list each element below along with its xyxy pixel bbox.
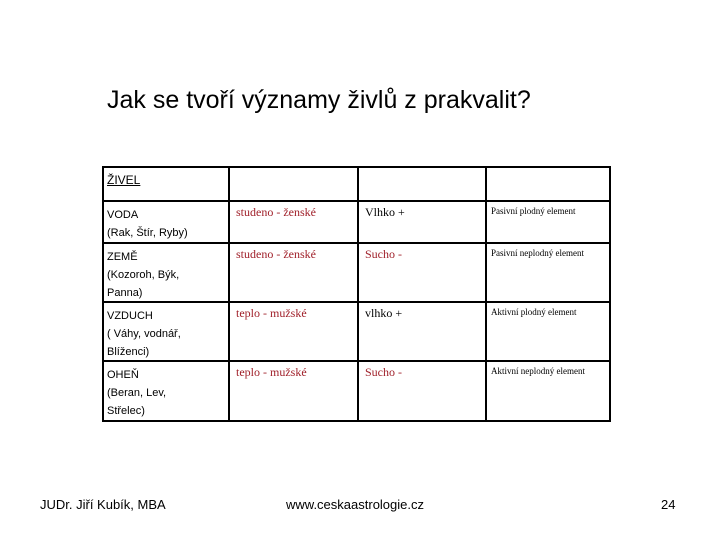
footer-website: www.ceskaastrologie.cz [286,497,424,512]
moisture-cell [358,302,486,361]
element-name: VODA (Rak, Štír, Ryby) [107,209,188,239]
header-cell-empty [358,167,486,201]
table-row [103,201,610,243]
temperature-value: studeno - ženské [236,205,316,219]
table-row [103,243,610,302]
element-name: ZEMĚ (Kozoroh, Býk, Panna) [107,251,180,299]
header-cell-empty [486,167,610,201]
moisture-value: vlhko + [365,306,403,320]
temperature-cell [229,201,358,243]
moisture-value: Sucho - [365,247,402,261]
description-value: Pasivní neplodný element [491,248,584,258]
temperature-value: teplo - mužské [236,365,307,379]
moisture-cell [358,361,486,421]
table-row [103,302,610,361]
element-cell [103,361,229,421]
description-cell [486,201,610,243]
elements-table [102,166,611,422]
description-value: Aktivní plodný element [491,307,577,317]
temperature-cell [229,243,358,302]
footer-page-number: 24 [661,497,676,512]
header-label: ŽIVEL [107,173,141,187]
moisture-value: Vlhko + [365,205,405,219]
element-cell [103,302,229,361]
description-cell [486,243,610,302]
header-cell-empty [229,167,358,201]
table-row [103,361,610,421]
description-value: Pasivní plodný element [491,206,576,216]
description-value: Aktivní neplodný element [491,366,585,376]
moisture-value: Sucho - [365,365,402,379]
moisture-cell [358,201,486,243]
description-cell [486,302,610,361]
temperature-cell [229,302,358,361]
moisture-cell [358,243,486,302]
header-cell-element [103,167,229,201]
element-name: OHEŇ (Beran, Lev, Střelec) [107,369,167,417]
table-header-row [103,167,610,201]
slide-title: Jak se tvoří významy živlů z prakvalit? [107,86,531,114]
temperature-value: studeno - ženské [236,247,316,261]
element-cell [103,243,229,302]
description-cell [486,361,610,421]
temperature-value: teplo - mužské [236,306,307,320]
temperature-cell [229,361,358,421]
footer-author: JUDr. Jiří Kubík, MBA [40,497,166,512]
element-name: VZDUCH ( Váhy, vodnář, Blíženci) [107,310,181,358]
element-cell [103,201,229,243]
